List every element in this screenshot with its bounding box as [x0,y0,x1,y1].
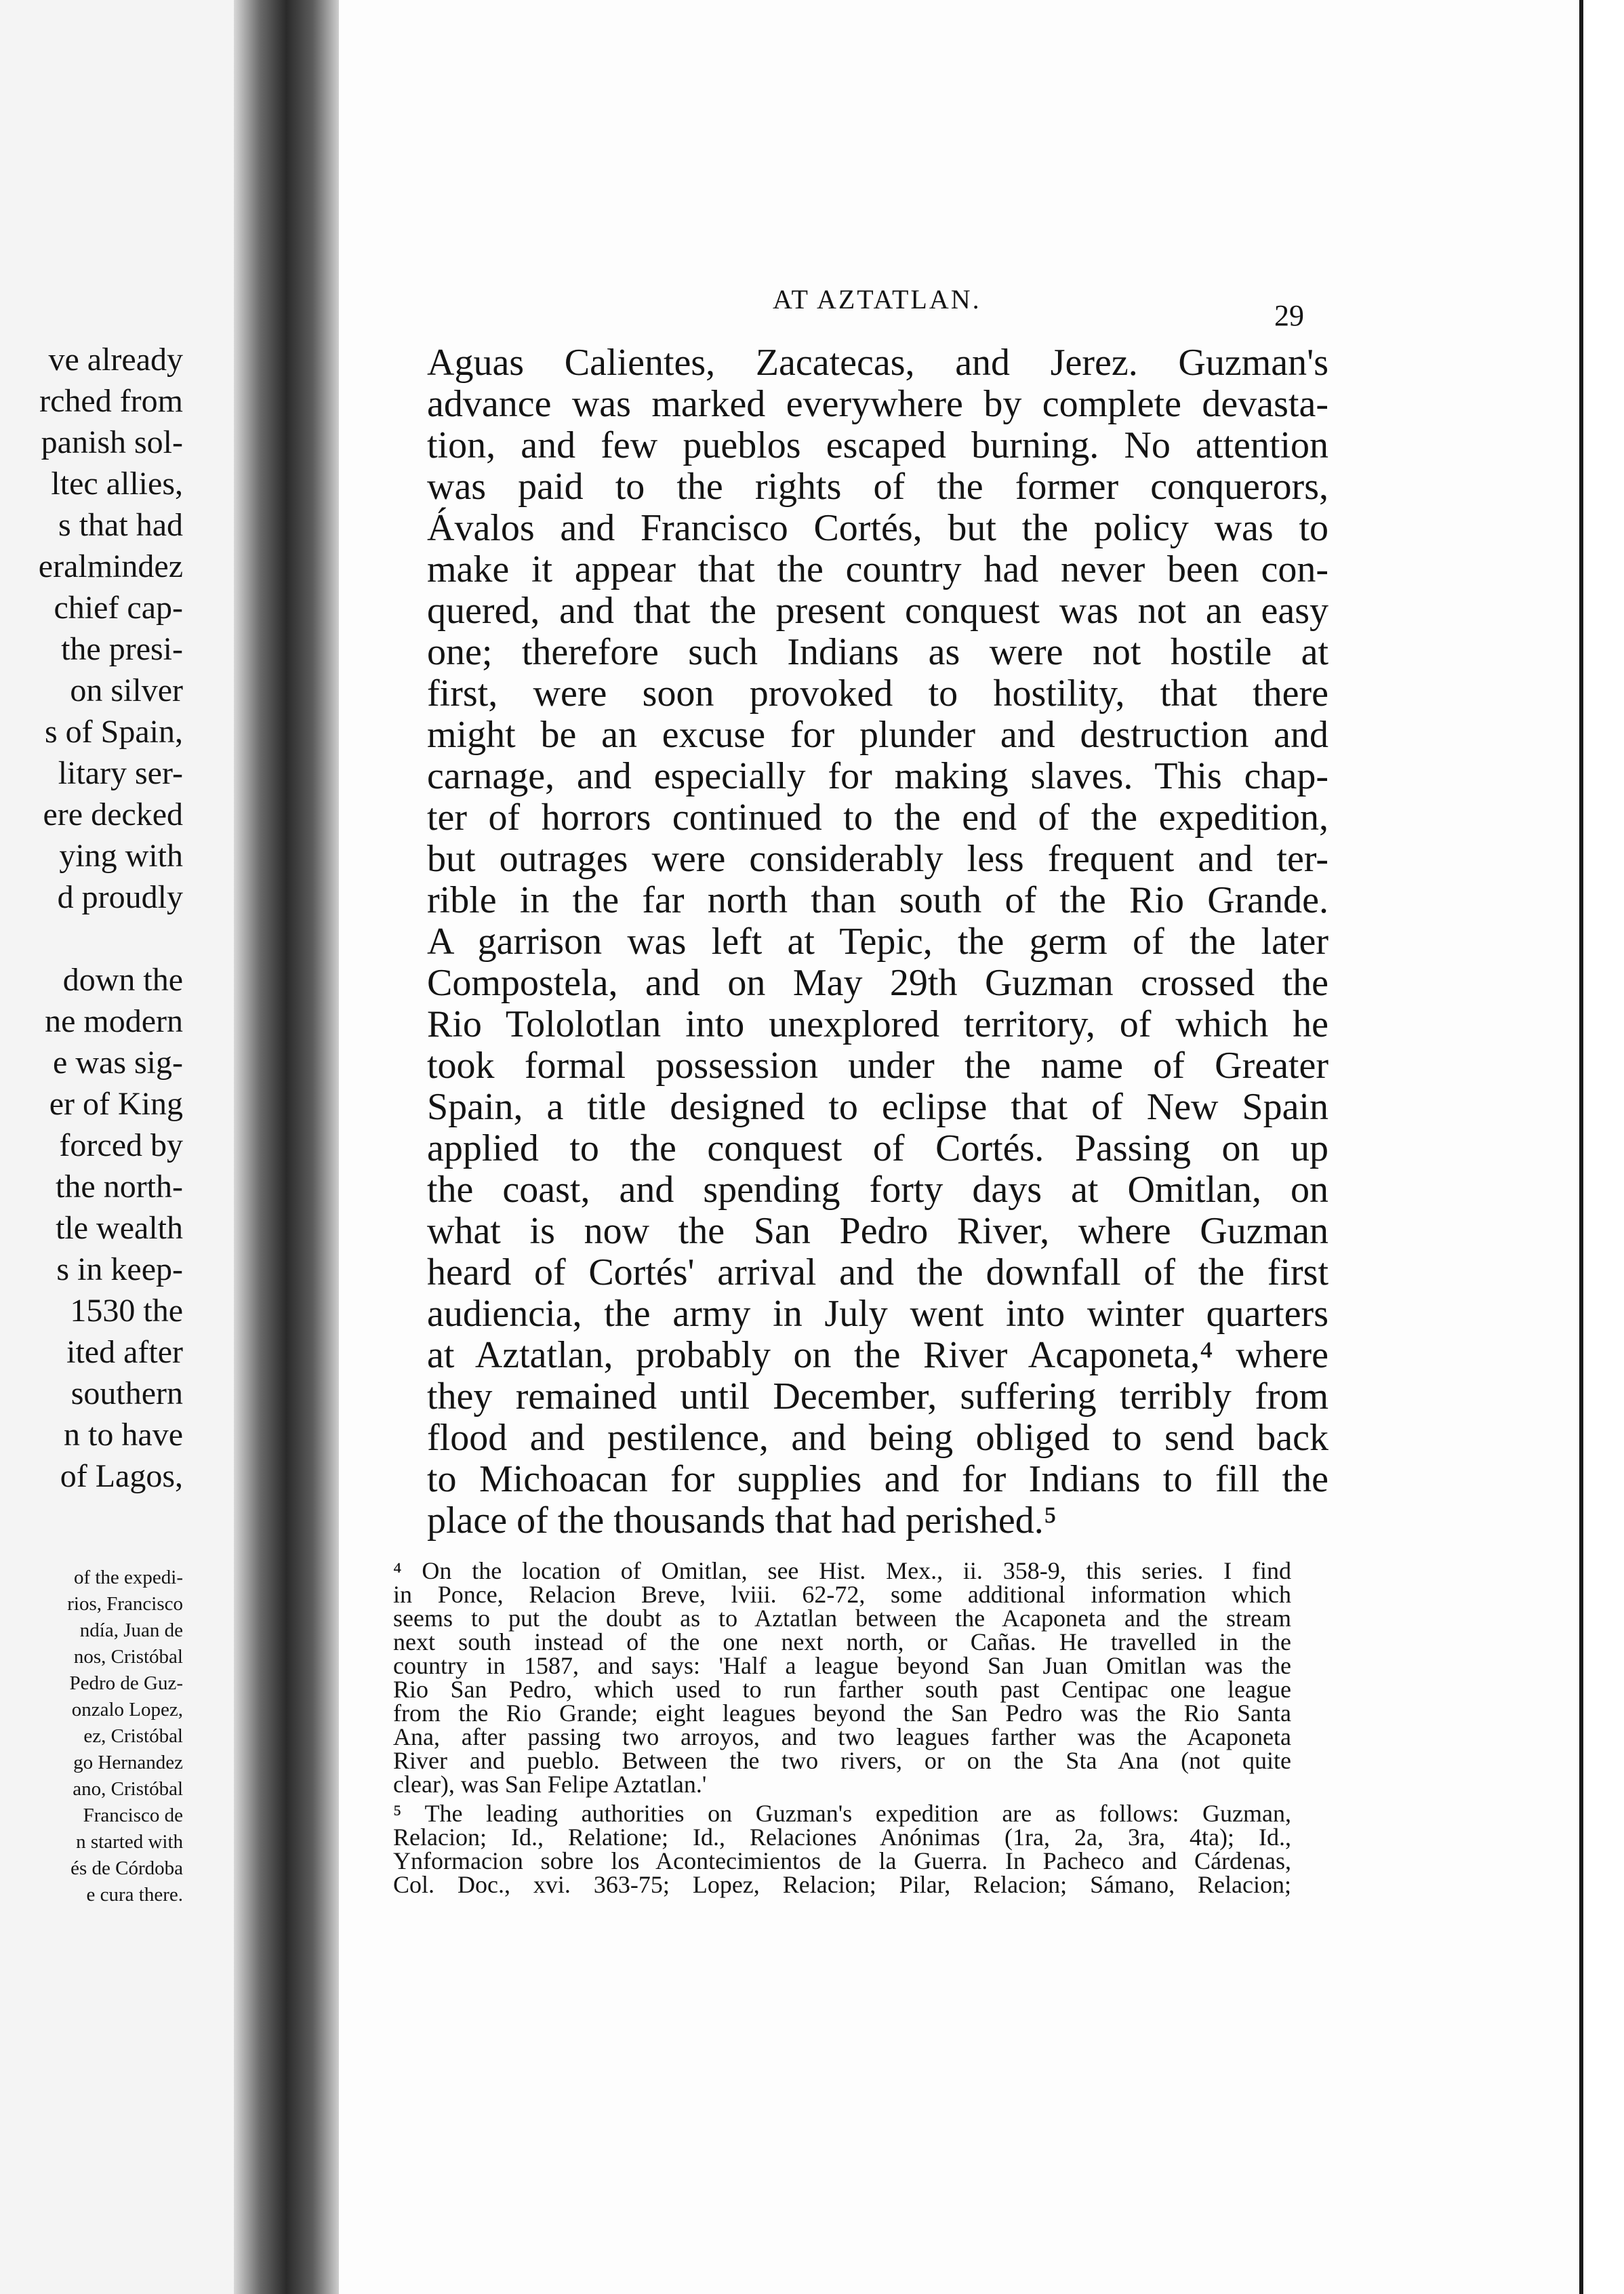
left-page-line: rched from [39,383,183,419]
body-line: Rio Tololotlan into unexplored territory, of which he [427,1003,1328,1045]
body-line: Compostela, and on May 29th Guzman crossed the [427,962,1328,1004]
left-page-line: chief cap- [54,590,183,626]
left-page-text [0,339,183,1497]
footnote-line: clear), was San Felipe Aztatlan.' [393,1771,707,1798]
body-line: first, were soon provoked to hostility, that there [427,672,1328,715]
body-line: might be an excuse for plunder and destruction and [427,714,1328,756]
body-line: one; therefore such Indians as were not hostile at [427,631,1328,673]
body-line: make it appear that the country had never been con- [427,548,1328,590]
body-line: but outrages were considerably less frequent and ter- [427,838,1328,880]
body-line: flood and pestilence, and being obliged to send back [427,1417,1328,1459]
left-page-line: d proudly [57,879,183,915]
left-page-note-line: Pedro de Guz- [69,1672,183,1694]
left-page-line: s in keep- [56,1251,183,1287]
left-page-note-line: ano, Cristóbal [73,1778,183,1800]
footnote-line: country in 1587, and says: 'Half a league beyond San Juan Omitlan was the [393,1652,1291,1679]
footnote-line: Rio San Pedro, which used to run farther south past Centipac one league [393,1676,1291,1703]
footnote-line: Ana, after passing two arroyos, and two leagues farther was the Acaponeta [393,1723,1291,1750]
footnote-line: Relacion; Id., Relatione; Id., Relaciones Anónimas (1ra, 2a, 3ra, 4ta); Id., [393,1824,1291,1851]
left-page-line: tle wealth [56,1210,183,1246]
left-page-line: on silver [70,672,183,708]
body-line: tion, and few pueblos escaped burning. No attention [427,424,1328,466]
left-page-line: ying with [59,838,183,874]
body-line: Spain, a title designed to eclipse that of New Spain [427,1086,1328,1128]
left-page-line: of Lagos, [60,1458,183,1494]
body-line: the coast, and spending forty days at Omitlan, on [427,1169,1328,1211]
body-line: heard of Cortés' arrival and the downfall of the first [427,1251,1328,1293]
left-page-note-line: onzalo Lopez, [71,1699,183,1720]
body-line: they remained until December, suffering terribly from [427,1375,1328,1417]
running-head: AT AZTATLAN. [773,284,981,315]
left-page-line: forced by [59,1127,183,1163]
left-page-note-line: nos, Cristóbal [73,1646,183,1668]
left-page-line: s that had [58,507,183,543]
footnote-line: seems to put the doubt as to Aztatlan between the Acaponeta and the stream [393,1605,1291,1632]
left-page-line: litary ser- [58,755,183,791]
footnote-5 [393,1802,1291,1897]
left-page-line: ne modern [45,1003,183,1039]
left-page-line: down the [62,962,183,998]
left-page-line: eralmindez [38,548,183,584]
left-page-note-line: of the expedi- [73,1567,183,1588]
footnote-line: Ynformacion sobre los Acontecimientos de la Guerra. In Pacheco and Cárdenas, [393,1847,1291,1874]
body-line: to Michoacan for supplies and for Indians to fill the [427,1458,1328,1500]
left-page-line: southern [70,1375,183,1411]
footnotes [393,1559,1291,1897]
footnote-line: ⁴ On the location of Omitlan, see Hist. Mex., ii. 358-9, this series. I find [393,1557,1291,1584]
body-line: what is now the San Pedro River, where Guzman [427,1210,1328,1252]
left-page-note-line: Francisco de [83,1805,183,1826]
left-page-line: e was sig- [53,1045,183,1081]
left-page-line: panish sol- [41,424,183,460]
body-line: applied to the conquest of Cortés. Passing on up [427,1127,1328,1169]
body-line: advance was marked everywhere by complete devasta- [427,383,1328,425]
footnote-line: River and pueblo. Between the two rivers, or on the Sta Ana (not quite [393,1747,1291,1774]
body-line: carnage, and especially for making slaves. This chap- [427,755,1328,797]
body-line: was paid to the rights of the former conquerors, [427,466,1328,508]
body-line: Ávalos and Francisco Cortés, but the policy was to [427,507,1328,549]
left-page [0,0,271,2294]
left-page-line: er of King [49,1086,183,1122]
body-line: took formal possession under the name of Greater [427,1045,1328,1087]
left-page-line: ltec allies, [51,466,183,502]
footnote-line: ⁵ The leading authorities on Guzman's expedition are as follows: Guzman, [393,1800,1291,1827]
left-page-line: ere decked [43,797,183,832]
body-line: at Aztatlan, probably on the River Acaponeta,⁴ where [427,1334,1328,1376]
body-text [427,342,1328,1542]
left-page-line [0,918,183,959]
left-page-note-line: go Hernandez [73,1752,183,1773]
footnote-line: from the Rio Grande; eight leagues beyond the San Pedro was the Rio Santa [393,1699,1291,1727]
left-page-line: the presi- [61,631,183,667]
left-page-line: the north- [56,1169,183,1205]
left-page-note-line: e cura there. [86,1884,183,1906]
footnote-line: next south instead of the one next north, or Cañas. He travelled in the [393,1628,1291,1655]
body-line: ter of horrors continued to the end of the expedition, [427,797,1328,839]
book-gutter [234,0,339,2294]
page-number: 29 [1274,299,1304,332]
left-page-line: ited after [66,1334,183,1370]
left-page-note-line: ndía, Juan de [79,1619,183,1641]
left-page-note-line: és de Córdoba [70,1857,183,1879]
body-line: Aguas Calientes, Zacatecas, and Jerez. Guzman's [427,342,1328,384]
body-line: rible in the far north than south of the Rio Grande. [427,879,1328,921]
left-page-line: ve already [48,342,183,378]
body-line: place of the thousands that had perished.⁵ [427,1500,1057,1542]
footnote-line: in Ponce, Relacion Breve, lviii. 62-72, some additional information which [393,1581,1291,1608]
body-line: quered, and that the present conquest was not an easy [427,590,1328,632]
left-page-note-line: rios, Francisco [67,1593,183,1615]
left-page-notes [0,1565,183,1908]
body-line: audiencia, the army in July went into winter quarters [427,1293,1328,1335]
left-page-line: 1530 the [70,1293,183,1329]
left-page-note-line: n started with [76,1831,183,1853]
left-page-line: s of Spain, [45,714,183,750]
left-page-line: n to have [64,1417,183,1453]
left-page-note-line: ez, Cristóbal [83,1725,183,1747]
body-line: A garrison was left at Tepic, the germ of the later [427,921,1328,963]
outer-margin [1583,0,1624,2294]
footnote-line: Col. Doc., xvi. 363-75; Lopez, Relacion; Pilar, Relacion; Sámano, Relacion; [393,1871,1291,1898]
footnote-4 [393,1559,1291,1796]
